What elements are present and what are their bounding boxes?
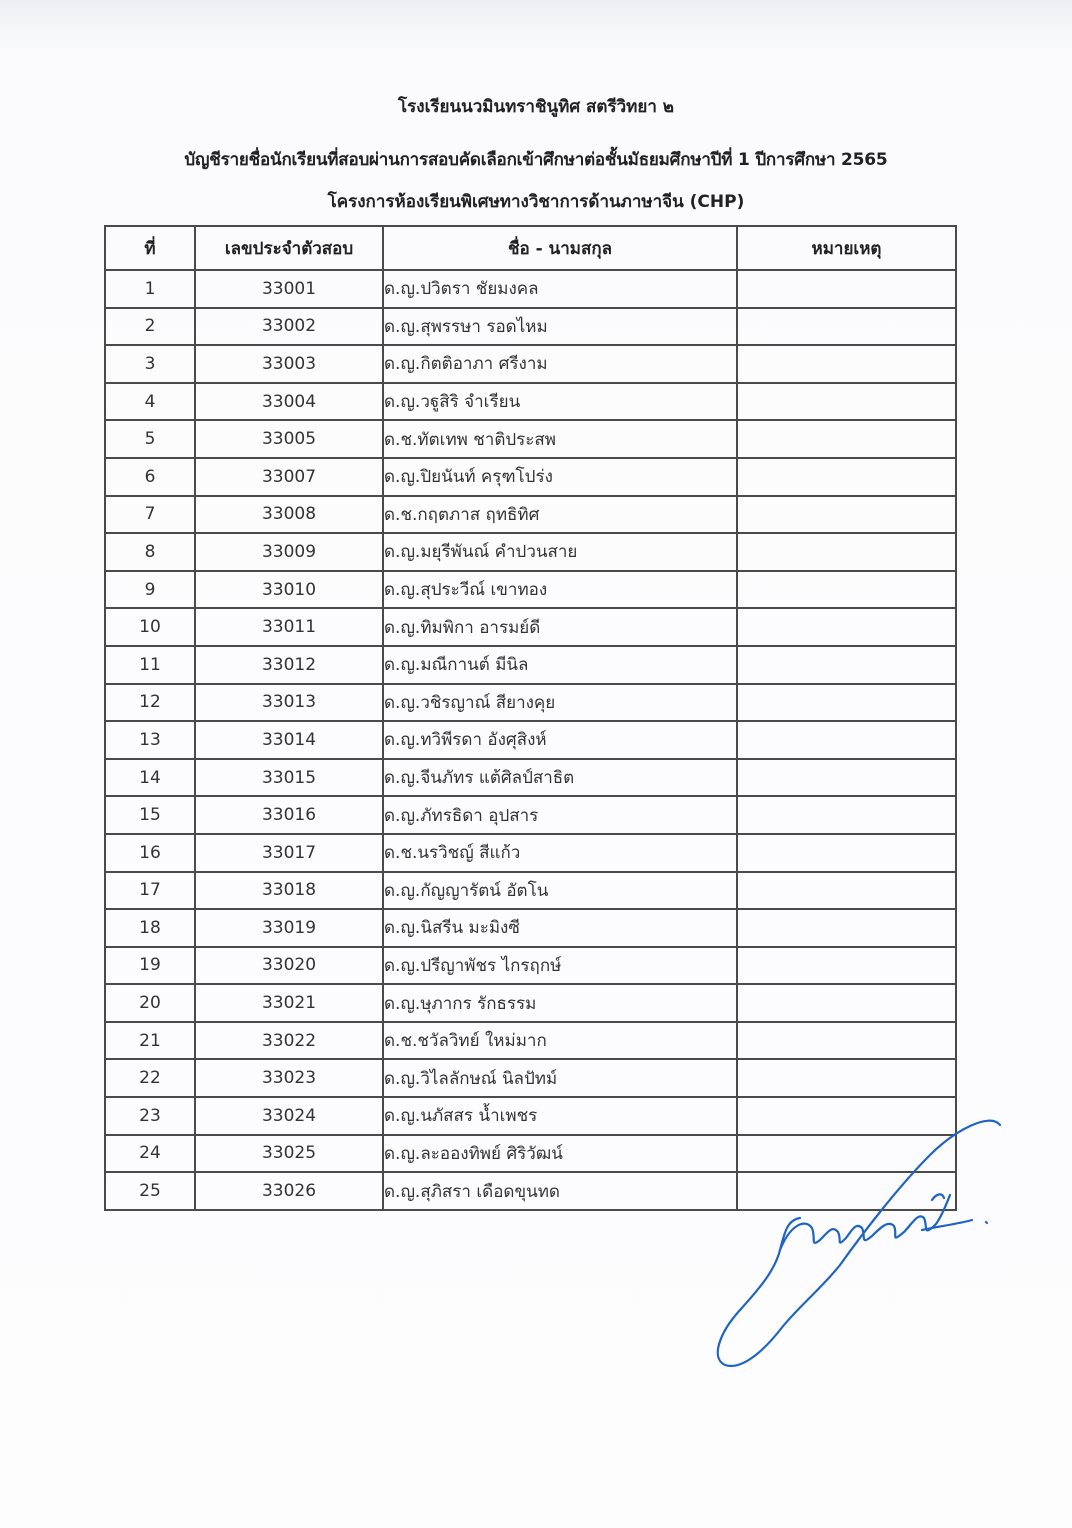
exam-id: 33020 <box>195 947 383 985</box>
remarks <box>737 909 956 947</box>
exam-id: 33004 <box>195 383 383 421</box>
program-title: โครงการห้องเรียนพิเศษทางวิชาการด้านภาษาจีน (CHP) <box>327 192 745 212</box>
student-name: ด.ช.นรวิชญ์ สีแก้ว <box>383 834 737 872</box>
student-name: ด.ญ.ละอองทิพย์ ศิริวัฒน์ <box>383 1135 737 1173</box>
student-name: ด.ช.ทัตเทพ ชาติประสพ <box>383 420 737 458</box>
row-number: 4 <box>105 383 195 421</box>
exam-id: 33014 <box>195 721 383 759</box>
column-header-remarks: หมายเหตุ <box>737 226 956 270</box>
row-number: 8 <box>105 533 195 571</box>
remarks <box>737 1097 956 1135</box>
exam-id: 33015 <box>195 759 383 797</box>
table-row <box>105 834 956 872</box>
table-row <box>105 1097 956 1135</box>
remarks <box>737 1172 956 1210</box>
exam-id: 33003 <box>195 345 383 383</box>
exam-id: 33019 <box>195 909 383 947</box>
row-number: 23 <box>105 1097 195 1135</box>
remarks <box>737 533 956 571</box>
remarks <box>737 684 956 722</box>
exam-id: 33017 <box>195 834 383 872</box>
table-header-row <box>105 226 956 270</box>
table-row <box>105 1059 956 1097</box>
student-name: ด.ญ.ทวิพีรดา อังศุสิงห์ <box>383 721 737 759</box>
remarks <box>737 1022 956 1060</box>
row-number: 14 <box>105 759 195 797</box>
table-row <box>105 270 956 308</box>
remarks <box>737 796 956 834</box>
table-row <box>105 458 956 496</box>
exam-id: 33021 <box>195 984 383 1022</box>
student-name: ด.ญ.นภัสสร น้ำเพชร <box>383 1097 737 1135</box>
table-row <box>105 533 956 571</box>
exam-id: 33008 <box>195 496 383 534</box>
exam-id: 33002 <box>195 308 383 346</box>
column-header-exam-id: เลขประจำตัวสอบ <box>195 226 383 270</box>
student-name: ด.ญ.กัญญารัตน์ อัตโน <box>383 872 737 910</box>
exam-id: 33009 <box>195 533 383 571</box>
table-row <box>105 1022 956 1060</box>
student-name: ด.ญ.ทิมพิกา อารมย์ดี <box>383 608 737 646</box>
remarks <box>737 571 956 609</box>
remarks <box>737 345 956 383</box>
row-number: 17 <box>105 872 195 910</box>
exam-id: 33018 <box>195 872 383 910</box>
student-name: ด.ญ.ปรีญาพัชร ไกรฤกษ์ <box>383 947 737 985</box>
student-name: ด.ญ.วชิรญาณ์ สียางคุย <box>383 684 737 722</box>
table-row <box>105 383 956 421</box>
remarks <box>737 270 956 308</box>
table-row <box>105 684 956 722</box>
exam-id: 33005 <box>195 420 383 458</box>
exam-id: 33024 <box>195 1097 383 1135</box>
row-number: 7 <box>105 496 195 534</box>
row-number: 5 <box>105 420 195 458</box>
exam-id: 33001 <box>195 270 383 308</box>
remarks <box>737 1059 956 1097</box>
student-name: ด.ช.ชวัลวิทย์ ใหม่มาก <box>383 1022 737 1060</box>
student-name: ด.ญ.สุพรรษา รอดไหม <box>383 308 737 346</box>
signature-dot-stroke <box>986 1222 987 1223</box>
table-row <box>105 420 956 458</box>
student-roster-table <box>104 225 957 1211</box>
column-header-name: ชื่อ - นามสกุล <box>383 226 737 270</box>
row-number: 12 <box>105 684 195 722</box>
row-number: 22 <box>105 1059 195 1097</box>
student-name: ด.ญ.สุประวีณ์ เขาทอง <box>383 571 737 609</box>
remarks <box>737 608 956 646</box>
row-number: 20 <box>105 984 195 1022</box>
remarks <box>737 496 956 534</box>
remarks <box>737 947 956 985</box>
remarks <box>737 984 956 1022</box>
student-name: ด.ญ.นิสรีน มะมิงซี <box>383 909 737 947</box>
remarks <box>737 646 956 684</box>
table-row <box>105 796 956 834</box>
table-row <box>105 308 956 346</box>
exam-id: 33023 <box>195 1059 383 1097</box>
student-name: ด.ญ.มณีกานต์ มีนิล <box>383 646 737 684</box>
table-row <box>105 646 956 684</box>
remarks <box>737 308 956 346</box>
exam-id: 33025 <box>195 1135 383 1173</box>
row-number: 19 <box>105 947 195 985</box>
student-name: ด.ญ.สุภิสรา เดือดขุนทด <box>383 1172 737 1210</box>
exam-id: 33012 <box>195 646 383 684</box>
column-header-number: ที่ <box>105 226 195 270</box>
remarks <box>737 1135 956 1173</box>
school-name: โรงเรียนนวมินทราชินูทิศ สตรีวิทยา ๒ <box>398 97 674 117</box>
exam-id: 33013 <box>195 684 383 722</box>
table-row <box>105 759 956 797</box>
row-number: 11 <box>105 646 195 684</box>
table-row <box>105 721 956 759</box>
student-name: ด.ญ.มยุรีพันณ์ คำปวนสาย <box>383 533 737 571</box>
student-name: ด.ญ.วฐูสิริ จำเรียน <box>383 383 737 421</box>
row-number: 13 <box>105 721 195 759</box>
row-number: 3 <box>105 345 195 383</box>
exam-id: 33011 <box>195 608 383 646</box>
student-name: ด.ญ.ปวิตรา ชัยมงคล <box>383 270 737 308</box>
remarks <box>737 759 956 797</box>
student-name: ด.ญ.วิไลลักษณ์ นิลปัทม์ <box>383 1059 737 1097</box>
row-number: 24 <box>105 1135 195 1173</box>
list-title: บัญชีรายชื่อนักเรียนที่สอบผ่านการสอบคัดเลือกเข้าศึกษาต่อชั้นมัธยมศึกษาปีที่ 1 ปีการศึกษา 2565 <box>184 150 888 170</box>
table-row <box>105 345 956 383</box>
table-row <box>105 571 956 609</box>
row-number: 10 <box>105 608 195 646</box>
remarks <box>737 420 956 458</box>
student-name: ด.ญ.จีนภัทร แต้ศิลป์สาธิต <box>383 759 737 797</box>
remarks <box>737 872 956 910</box>
row-number: 16 <box>105 834 195 872</box>
table-row <box>105 872 956 910</box>
exam-id: 33010 <box>195 571 383 609</box>
row-number: 9 <box>105 571 195 609</box>
table-row <box>105 608 956 646</box>
row-number: 15 <box>105 796 195 834</box>
row-number: 21 <box>105 1022 195 1060</box>
table-row <box>105 909 956 947</box>
table-row <box>105 496 956 534</box>
row-number: 6 <box>105 458 195 496</box>
row-number: 18 <box>105 909 195 947</box>
exam-id: 33016 <box>195 796 383 834</box>
student-name: ด.ญ.ภัทรธิดา อุปสาร <box>383 796 737 834</box>
exam-id: 33022 <box>195 1022 383 1060</box>
remarks <box>737 383 956 421</box>
row-number: 25 <box>105 1172 195 1210</box>
table-row <box>105 1135 956 1173</box>
table-row <box>105 947 956 985</box>
student-name: ด.ญ.กิตติอาภา ศรีงาม <box>383 345 737 383</box>
remarks <box>737 834 956 872</box>
exam-id: 33007 <box>195 458 383 496</box>
student-name: ด.ญ.ปิยนันท์ ครุฑโปร่ง <box>383 458 737 496</box>
remarks <box>737 458 956 496</box>
student-name: ด.ช.กฤตภาส ฤทธิทิศ <box>383 496 737 534</box>
table-row <box>105 1172 956 1210</box>
student-name: ด.ญ.ษุภากร รักธรรม <box>383 984 737 1022</box>
row-number: 1 <box>105 270 195 308</box>
exam-id: 33026 <box>195 1172 383 1210</box>
remarks <box>737 721 956 759</box>
row-number: 2 <box>105 308 195 346</box>
table-row <box>105 984 956 1022</box>
